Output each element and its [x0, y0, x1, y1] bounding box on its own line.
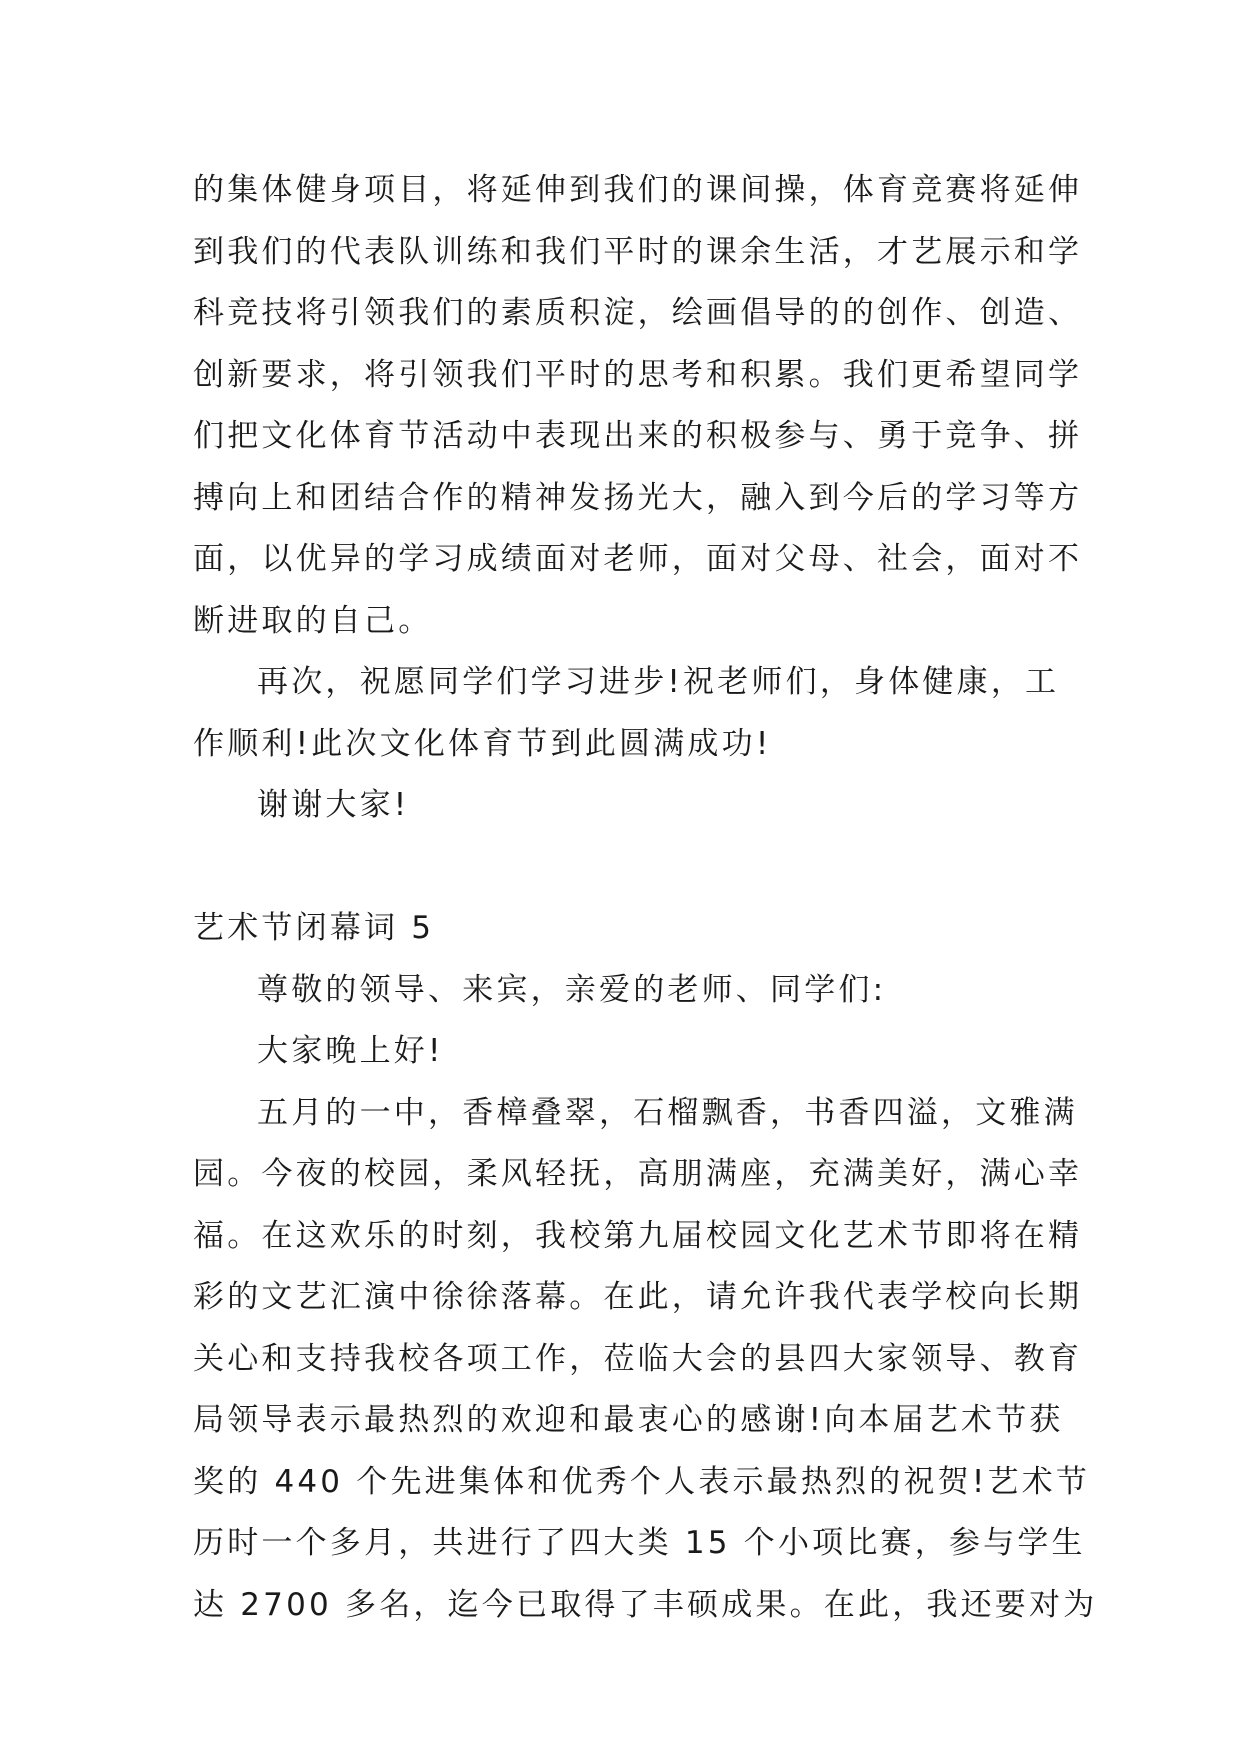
paragraph-line: 达 2700 多名，迄今已取得了丰硕成果。在此，我还要对为 [193, 1586, 1098, 1623]
greeting-line: 大家晚上好! [257, 1033, 444, 1069]
paragraph-line: 到我们的代表队训练和我们平时的课余生活，才艺展示和学 [193, 233, 1083, 270]
paragraph-line: 园。今夜的校园，柔风轻抚，高朋满座，充满美好，满心幸 [193, 1156, 1083, 1192]
wishes-line: 再次，祝愿同学们学习进步!祝老师们，身体健康，工 [257, 664, 1060, 700]
document-body [193, 160, 1098, 1636]
section-title: 艺术节闭幕词 5 [193, 910, 435, 946]
paragraph-line: 断进取的自己。 [193, 602, 433, 639]
paragraph-line: 福。在这欢乐的时刻，我校第九届校园文化艺术节即将在精 [193, 1217, 1083, 1254]
paragraph-line: 局领导表示最热烈的欢迎和最衷心的感谢!向本届艺术节获 [193, 1402, 1064, 1438]
wishes-line: 作顺利!此次文化体育节到此圆满成功! [193, 725, 772, 762]
thanks-line: 谢谢大家! [257, 787, 410, 823]
paragraph-line: 五月的一中，香樟叠翠，石榴飘香，书香四溢，文雅满 [257, 1094, 1078, 1131]
paragraph-line: 们把文化体育节活动中表现出来的积极参与、勇于竞争、拼 [193, 418, 1083, 454]
paragraph-line: 科竞技将引领我们的素质积淀，绘画倡导的的创作、创造、 [193, 295, 1083, 331]
paragraph-line: 搏向上和团结合作的精神发扬光大，融入到今后的学习等方 [193, 479, 1083, 516]
paragraph-line: 面，以优异的学习成绩面对老师，面对父母、社会，面对不 [193, 541, 1083, 577]
paragraph-line: 彩的文艺汇演中徐徐落幕。在此，请允许我代表学校向长期 [193, 1279, 1083, 1315]
paragraph-line: 奖的 440 个先进集体和优秀个人表示最热烈的祝贺!艺术节 [193, 1463, 1091, 1500]
paragraph-line: 创新要求，将引领我们平时的思考和积累。我们更希望同学 [193, 356, 1083, 393]
section-gap [193, 837, 1053, 899]
paragraph-line: 关心和支持我校各项工作，莅临大会的县四大家领导、教育 [193, 1340, 1083, 1377]
paragraph-line: 历时一个多月，共进行了四大类 15 个小项比赛，参与学生 [193, 1525, 1086, 1561]
paragraph-line: 的集体健身项目，将延伸到我们的课间操，体育竞赛将延伸 [193, 172, 1083, 208]
salutation-line: 尊敬的领导、来宾，亲爱的老师、同学们: [257, 971, 887, 1008]
